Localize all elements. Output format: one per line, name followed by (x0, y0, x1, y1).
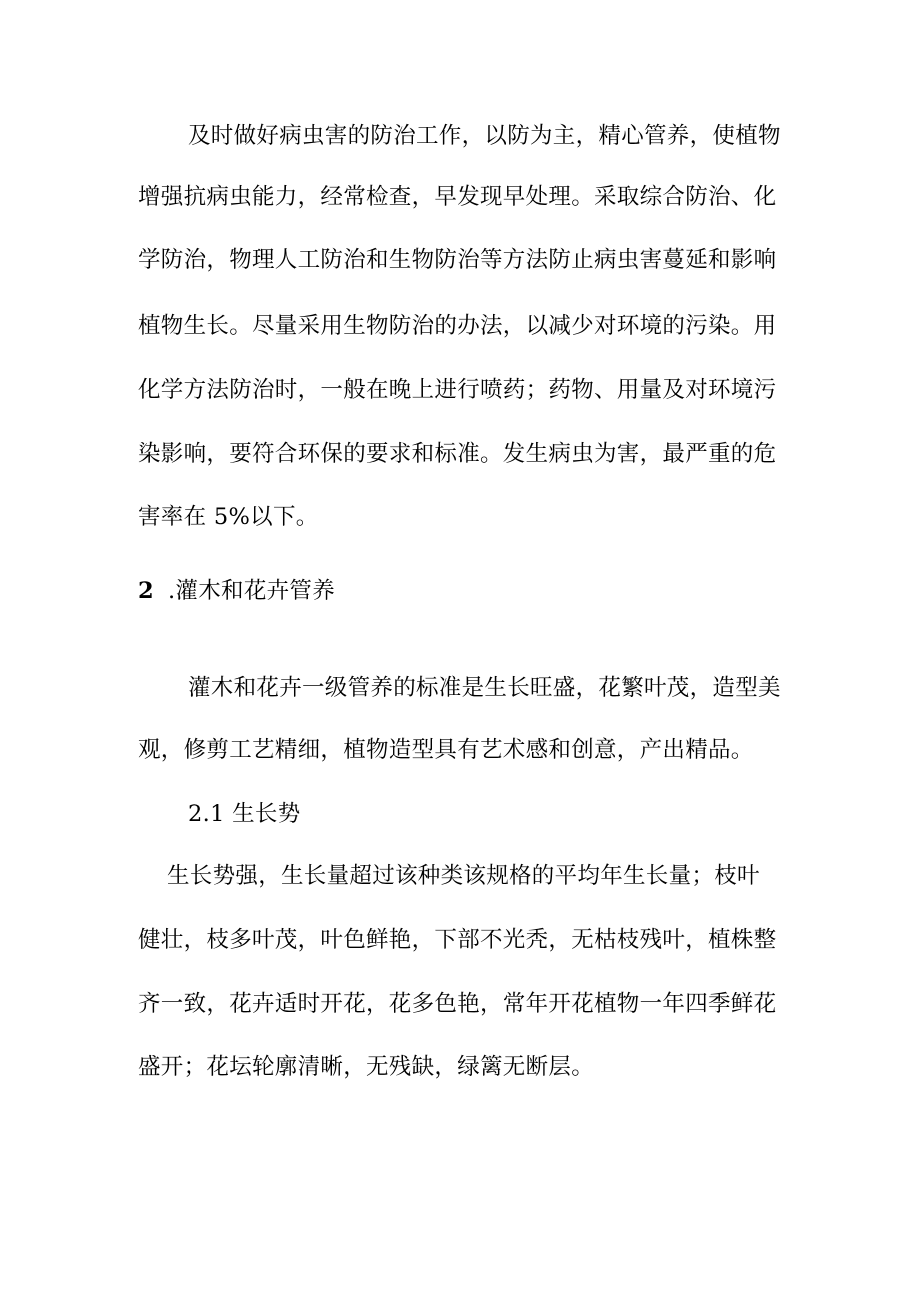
paragraph-1-line-4: 植物生长。尽量采用生物防治的办法，以减少对环境的污染。用 (138, 313, 777, 339)
paragraph-3-line-2: 健壮，枝多叶茂，叶色鲜艳，下部不光秃，无枯枝残叶，植株整 (138, 927, 777, 953)
subsection-2-1-title: 2.1 生长势 (188, 801, 301, 827)
paragraph-1-line-1: 及时做好病虫害的防治工作，以防为主，精心管养，使植物 (188, 123, 781, 149)
section-2-heading (138, 576, 335, 606)
paragraph-3-line-4: 盛开；花坛轮廓清晰，无残缺，绿篱无断层。 (138, 1054, 595, 1080)
paragraph-1-line-6: 染影响，要符合环保的要求和标准。发生病虫为害，最严重的危 (138, 441, 777, 467)
section-2-title: .灌木和花卉管养 (167, 578, 336, 604)
paragraph-1-line-2: 增强抗病虫能力，经常检查，早发现早处理。采取综合防治、化 (138, 184, 777, 210)
paragraph-1-line-7: 害率在 5%以下。 (138, 504, 319, 530)
paragraph-2-line-2: 观，修剪工艺精细，植物造型具有艺术感和创意，产出精品。 (138, 737, 754, 763)
paragraph-1-line-3: 学防治，物理人工防治和生物防治等方法防止病虫害蔓延和影响 (138, 247, 777, 273)
paragraph-1-line-5: 化学方法防治时，一般在晚上进行喷药；药物、用量及对环境污 (138, 377, 777, 403)
paragraph-2-line-1: 灌木和花卉一级管养的标准是生长旺盛，花繁叶茂，造型美 (188, 675, 781, 701)
section-2-number: 2 (138, 578, 154, 604)
paragraph-3-line-3: 齐一致，花卉适时开花，花多色艳，常年开花植物一年四季鲜花 (138, 991, 777, 1017)
paragraph-3-line-1: 生长势强，生长量超过该种类该规格的平均年生长量；枝叶 (167, 863, 760, 889)
